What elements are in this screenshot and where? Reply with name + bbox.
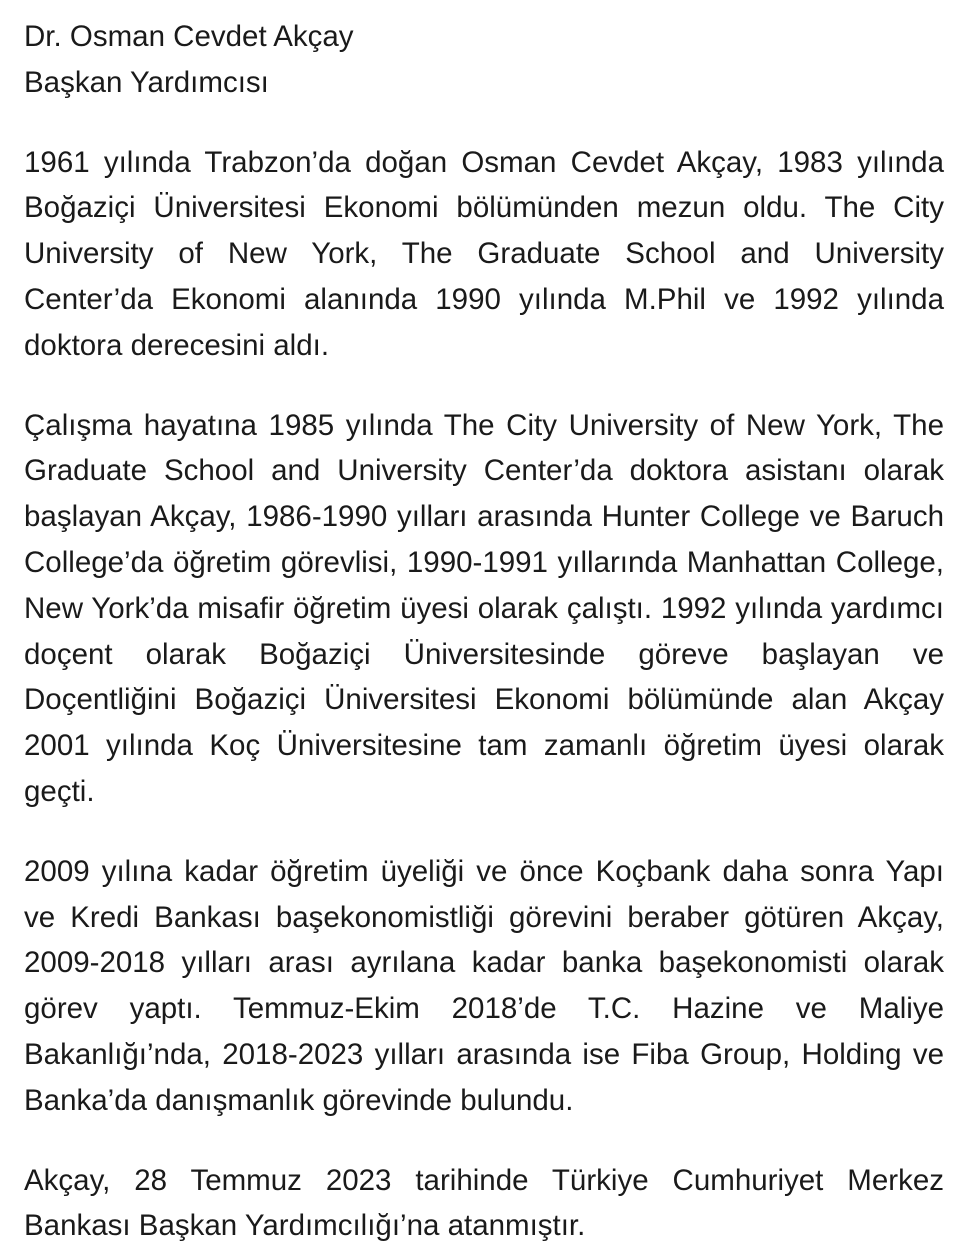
spacer: [24, 1124, 944, 1158]
spacer: [24, 369, 944, 403]
person-name: Dr. Osman Cevdet Akçay: [24, 20, 354, 53]
paragraph-banking-career: 2009 yılına kadar öğretim üyeliği ve önce Koçbank daha sonra Yapı ve Kredi Bankası başekonomistliği görevini beraber götüren Akçay, 2009-2018 yılları arası ayrılana kadar banka başekonomisti olarak görev yaptı. Temmuz-Ekim 2018’de T.C. Hazine ve Maliye Bakanlığı’nda, 2018-2023 yılları arasında ise Fiba Group, Holding ve Banka’da danışmanlık görevinde bulundu.: [24, 854, 944, 1117]
spacer: [24, 815, 944, 849]
paragraph-academic-career: Çalışma hayatına 1985 yılında The City University of New York, The Graduate School and University Center’da doktora asistanı olarak başlayan Akçay, 1986-1990 yılları arasında Hunter College ve Baruch College’da öğretim görevlisi, 1990-1991 yıllarında Manhattan College, New York’da misafir öğretim üyesi olarak çalıştı. 1992 yılında yardımcı doçent olarak Boğaziçi Üniversitesinde göreve başlayan ve Doçentliğini Boğaziçi Üniversitesi Ekonomi bölümünde alan Akçay 2001 yılında Koç Üniversitesine tam zamanlı öğretim üyesi olarak geçti.: [24, 408, 944, 808]
person-title: Başkan Yardımcısı: [24, 65, 269, 99]
spacer: [24, 106, 944, 140]
paragraph-appointment: Akçay, 28 Temmuz 2023 tarihinde Türkiye Cumhuriyet Merkez Bankası Başkan Yardımcılığı’na atanmıştır.: [24, 1163, 944, 1243]
paragraph-education: 1961 yılında Trabzon’da doğan Osman Cevdet Akçay, 1983 yılında Boğaziçi Üniversitesi Ekonomi bölümünden mezun oldu. The City University of New York, The Graduate School and University Center’da Ekonomi alanında 1990 yılında M.Phil ve 1992 yılında doktora derecesini aldı.: [24, 145, 944, 362]
document-page: [24, 14, 944, 1249]
